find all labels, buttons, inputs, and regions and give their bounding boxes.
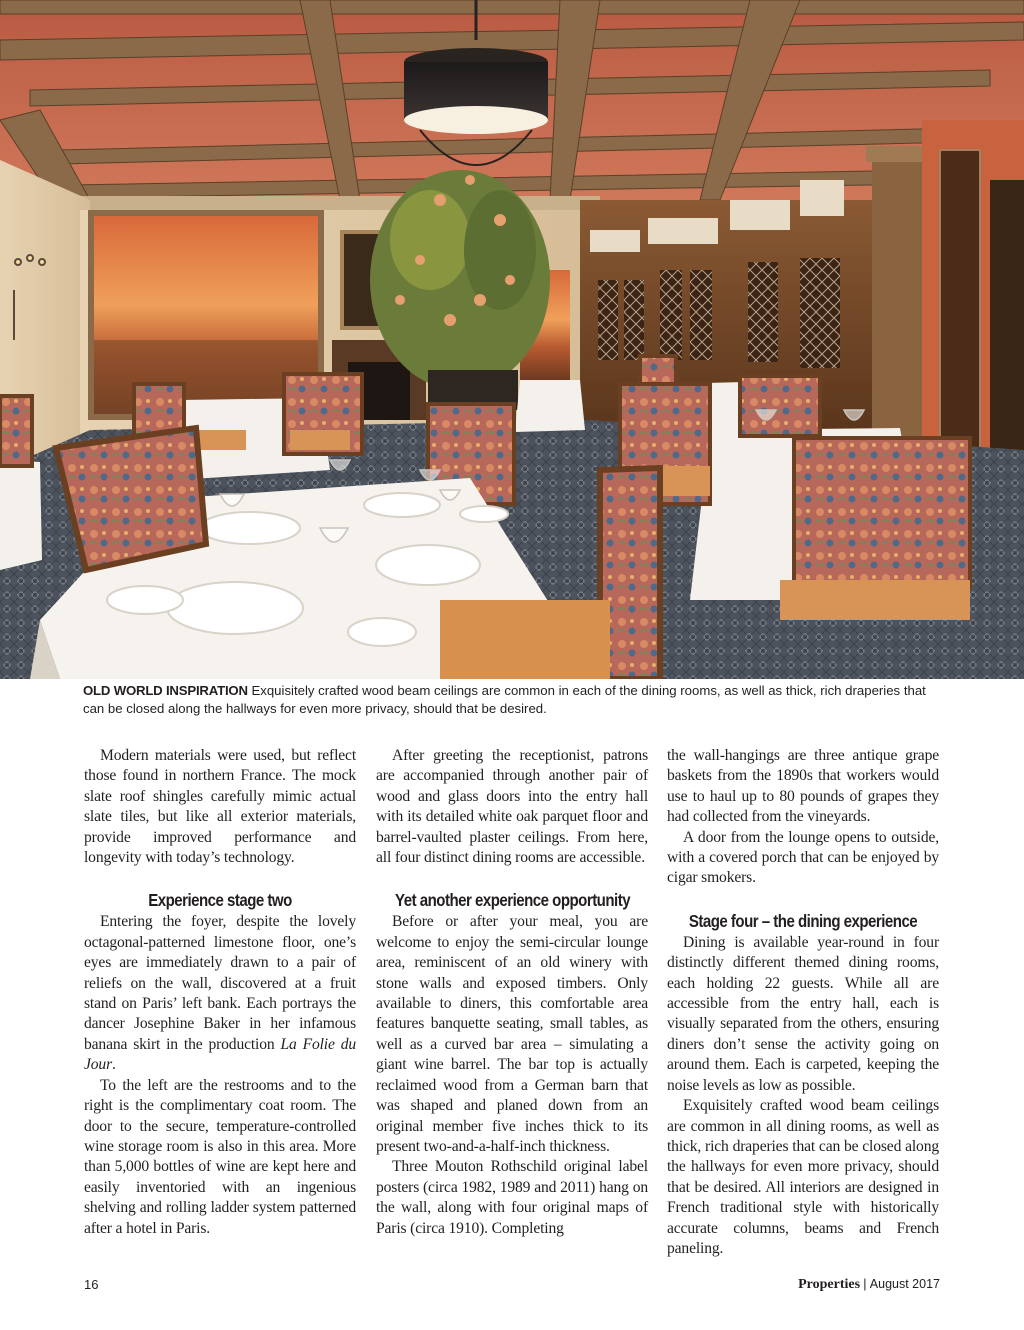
col1-paragraph-3: To the left are the restrooms and to the right is the complimentary coat room. The door to the secure, temperature-controlled wine storage room is also in this area. More than 5,000 bottles of wine are kept here and easily inventoried with an ingenious shelving and rolling ladder system patterned after a hotel in Paris. xyxy=(84,1076,356,1237)
article-column-3 xyxy=(667,746,939,1259)
col2-paragraph-3: Three Mouton Rothschild original label posters (circa 1982, 1989 and 2011) hang on the wall, along with four original maps of Paris (circa 1910). Completing xyxy=(376,1158,648,1237)
col1-paragraph-2 xyxy=(84,912,356,1075)
col3-subheading: Stage four – the dining experience xyxy=(688,910,918,931)
col2-subheading: Yet another experience opportunity xyxy=(395,890,631,911)
page-number: 16 xyxy=(84,1277,99,1292)
col1-paragraph-2-main: Entering the foyer, despite the lovely octagonal-patterned limestone floor, one’s eyes are immediately drawn to a pair of reliefs on the wall, discovered at a fruit stand on Paris’ left bank. Each portrays the dancer Josephine Baker in her infamous banana skirt in the production xyxy=(84,913,356,1053)
publication-name: Properties xyxy=(798,1277,861,1292)
col3-paragraph-2: A door from the lounge opens to outside, with a covered porch that can be enjoyed by cigar smokers. xyxy=(667,828,939,887)
article-column-1 xyxy=(84,746,356,1239)
caption-heading: OLD WORLD INSPIRATION xyxy=(83,683,248,698)
col2-paragraph-1: After greeting the receptionist, patrons are accompanied through another pair of wood and glass doors into the entry hall with its detailed white oak parquet floor and barrel-vaulted plaster ceilings. From here, all four distinct dining rooms are accessible. xyxy=(376,747,648,867)
footer-separator: | xyxy=(863,1277,867,1291)
article-column-2 xyxy=(376,746,648,1239)
col3-paragraph-1: the wall-hangings are three antique grape baskets from the 1890s that workers would use to haul up to 80 pounds of grapes they had collected from the vineyards. xyxy=(667,747,939,826)
photo-caption xyxy=(83,682,943,717)
col3-paragraph-4: Exquisitely crafted wood beam ceilings are common in all dining rooms, as well as thick, rich draperies that can be closed along the hallways for even more privacy, should that be desired. All interiors are designed in French traditional style with historically accurate columns, beams and French paneling. xyxy=(667,1097,939,1257)
col1-production-title: La Folie du Jour xyxy=(84,1035,356,1074)
col2-paragraph-2: Before or after your meal, you are welcome to enjoy the semi-circular lounge area, reminiscent of an old winery with stone walls and exposed timbers. Only available to diners, this comfortable area features banquette seating, small tables, as well as a curved bar area – simulating a giant wine barrel. The bar top is actually reclaimed wood from a German barn that was shaped and planed down from an original member five inches thick to its present two-and-a-half-inch thickness. xyxy=(376,913,648,1155)
col3-paragraph-3: Dining is available year-round in four distinctly different themed dining rooms, each holding 22 guests. While all are accessible from the entry hall, each is visually separated from the others, ensuring diners don’t sense the activity going on around them. Each is carpeted, keeping the noise levels as low as possible. xyxy=(667,933,939,1094)
caption-text: Exquisitely crafted wood beam ceilings are common in each of the dining rooms, as well as thick, rich draperies that can be closed along the hallways for even more privacy, should that be desired. xyxy=(83,683,926,716)
col1-paragraph-1: Modern materials were used, but reflect those found in northern France. The mock slate roof shingles carefully mimic actual slate tiles, but like all exterior materials, provide improved performance and longevity with today’s technology. xyxy=(84,747,356,867)
col1-subheading: Experience stage two xyxy=(148,890,292,911)
col1-paragraph-2-end: . xyxy=(111,1056,116,1074)
footer-masthead xyxy=(798,1276,940,1293)
issue-date: August 2017 xyxy=(869,1277,940,1291)
